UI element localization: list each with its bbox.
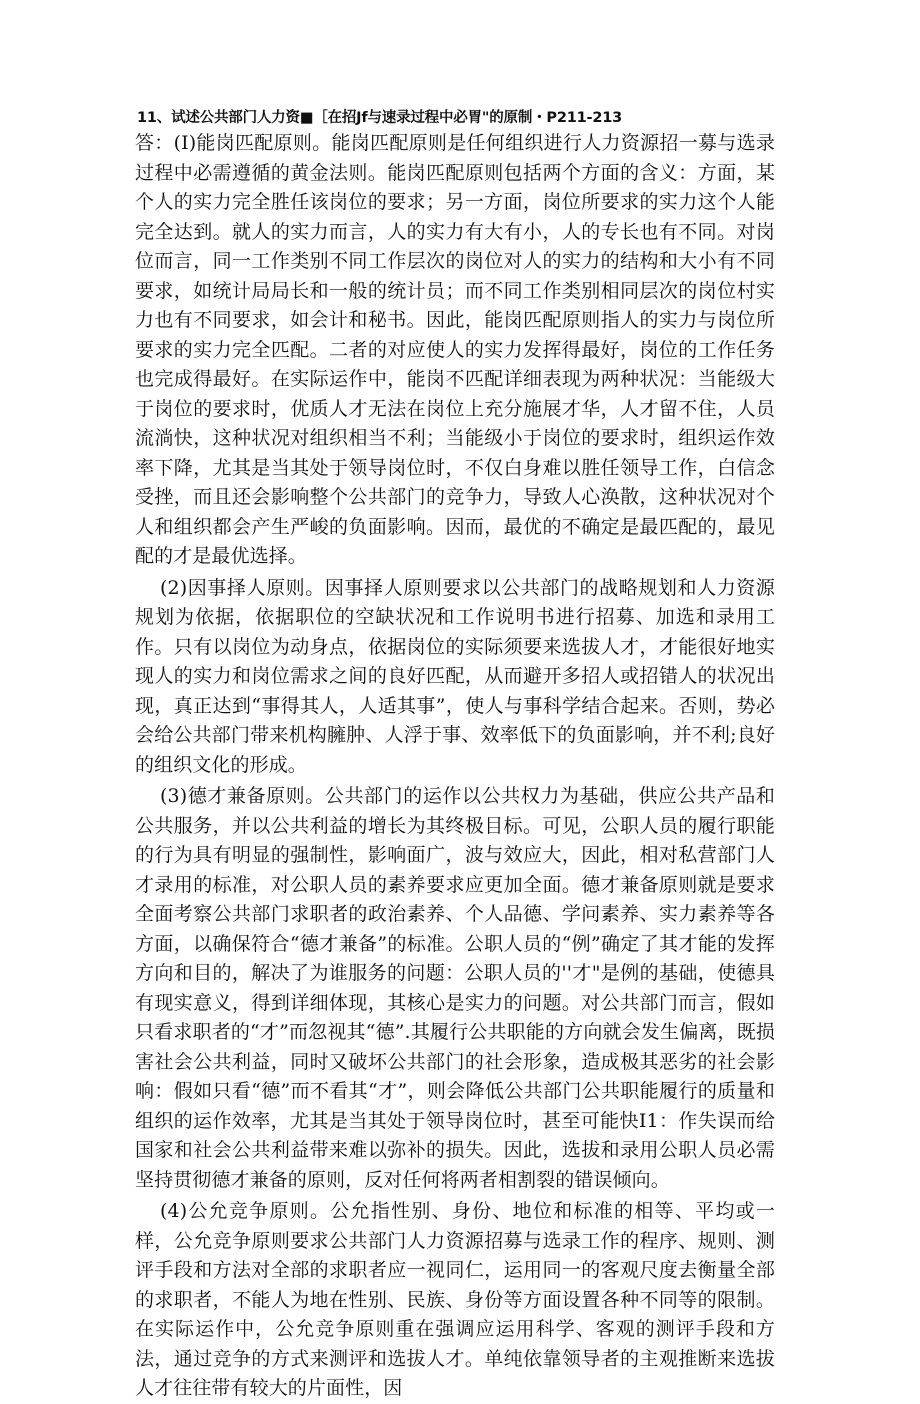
answer-paragraph-4: (4)公允竞争原则。公允指性别、身份、地位和标准的相等、平均或一样，公允竞争原则要求公共部门人力资源招募与选录工作的程序、规则、测评手段和方法对全部的求职者应一视同仁，运用同一的客观尺度去衡量全部的求职者，不能人为地在性别、民族、身份等方面设置各种不同等的限制。在实际运作中，公允竞争原则重在强调应运用科学、客观的测评手段和方法，通过竞争的方式来测评和选拔人才。单纯依靠领导者的主观推断来选拔人才往往带有较大的片面性，因: [135, 1200, 775, 1399]
document-page: [135, 108, 775, 1404]
answer-paragraph-3: (3)德才兼备原则。公共部门的运作以公共权力为基础，供应公共产品和公共服务，并以公共利益的增长为其终极目标。可见，公职人员的履行职能的行为具有明显的强制性，影响面广，波与效应大，因此，相对私营部门人才录用的标准，对公职人员的素养要求应更加全面。德才兼备原则就是要求全面考察公共部门求职者的政治素养、个人品德、学问素养、实力素养等各方面，以确保符合“德才兼备”的标准。公职人员的“例”确定了其才能的发挥方向和目的，解决了为谁服务的问题：公职人员的''才"是例的基础，使德具有现实意义，得到详细体现，其核心是实力的问题。对公共部门而言，假如只看求职者的“才”而忽视其“德”.其履行公共职能的方向就会发生偏离，既损害社会公共利益，同时又破坏公共部门的社会形象，造成极其恶劣的社会影响：假如只看“德”而不看其“才”，则会降低公共部门公共职能履行的质量和组织的运作效率，尤其是当其处于领导岗位时，甚至可能快I1：作失误而给国家和社会公共利益带来难以弥补的损失。因此，选拔和录用公职人员必需坚持贯彻德才兼备的原则，反对任何将两者相割裂的错误倾向。: [135, 785, 775, 1191]
answer-paragraph-2: (2)因事择人原则。因事择人原则要求以公共部门的战略规划和人力资源规划为依据，依据职位的空缺状况和工作说明书进行招募、加选和录用工作。只有以岗位为动身点，依据岗位的实际须要来选拔人才，才能很好地实现人的实力和岗位需求之间的良好匹配，从而避开多招人或招错人的状况出现，真正达到“事得其人，人适其事”，使人与事科学结合起来。否则，势必会给公共部门带来机构臃肿、人浮于事、效率低下的负面影响，并不利;良好的组织文化的形成。: [135, 576, 775, 776]
question-heading: 11、试述公共部门人力资■［在招Jf与速录过程中必胃"的原制・P211-213: [137, 110, 623, 126]
answer-paragraph-1: 答：(I)能岗匹配原则。能岗匹配原则是任何组织进行人力资源招一募与选录过程中必需遵循的黄金法则。能岗匹配原则包括两个方面的含义：方面，某个人的实力完全胜任该岗位的要求；另一方面，岗位所要求的实力这个人能完全达到。就人的实力而言，人的实力有大有小，人的专长也有不同。对岗位而言，同一工作类别不同工作层次的岗位对人的实力的结构和大小有不同要求，如统计局局长和一般的统计员；而不同工作类别相同层次的岗位村实力也有不同要求，如会计和秘书。因此，能岗匹配原则指人的实力与岗位所要求的实力完全匹配。二者的对应使人的实力发挥得最好，岗位的工作任务也完成得最好。在实际运作中，能岗不匹配详细表现为两种状况：当能级大于岗位的要求时，优质人才无法在岗位上充分施展才华，人才留不住，人员流淌快，这种状况对组织相当不利；当能级小于岗位的要求时，组织运作效率下降，尤其是当其处于领导岗位时，不仅白身难以胜任领导工作，白信念受挫，而且还会影响整个公共部门的竞争力，导致人心涣散，这种状况对个人和组织都会产生严峻的负面影响。因而，最优的不确定是最匹配的，最见配的才是最优选择。: [135, 132, 775, 567]
